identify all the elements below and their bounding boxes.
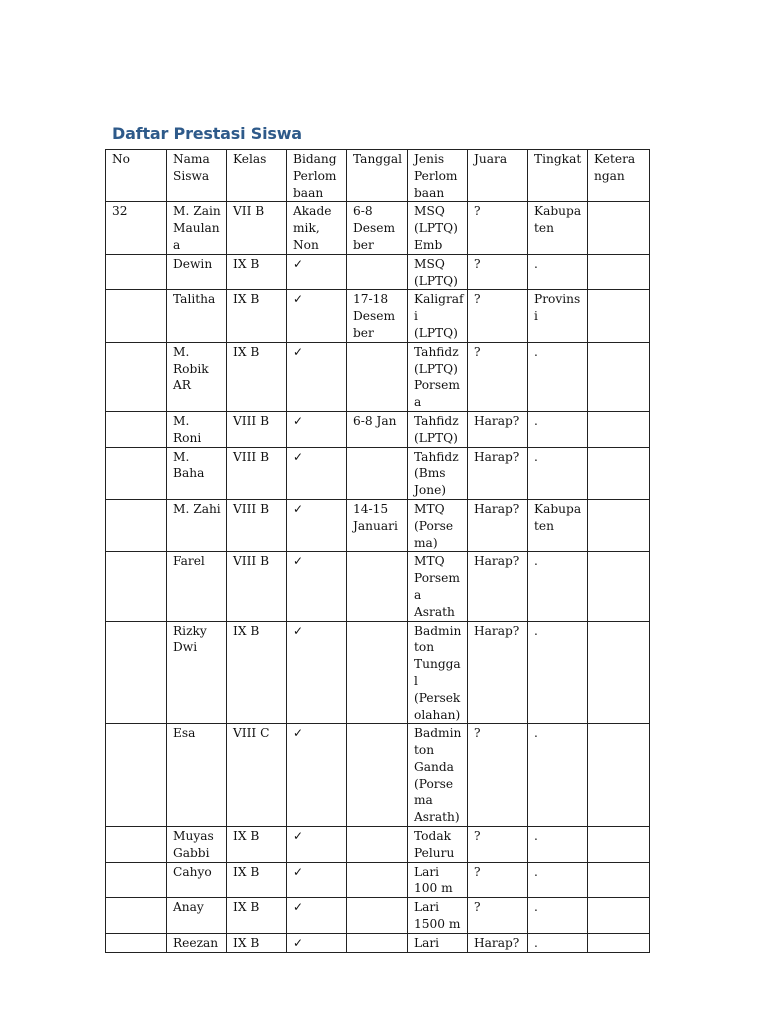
table-row — [106, 342, 650, 411]
table-row — [106, 202, 650, 254]
header-keterangan: Ketera ngan — [588, 150, 650, 202]
cell-tanggal — [347, 933, 408, 952]
header-kelas: Kelas — [227, 150, 287, 202]
cell-bidang-perlombaan: ✓ — [287, 827, 347, 863]
cell-nama-siswa: Dewin — [167, 254, 227, 290]
header-tanggal: Tanggal — [347, 150, 408, 202]
cell-jenis-perlombaan: Kaligraf i (LPTQ) — [408, 290, 468, 342]
cell-keterangan — [588, 202, 650, 254]
cell-tanggal — [347, 862, 408, 898]
cell-nama-siswa: Anay — [167, 898, 227, 934]
cell-tanggal — [347, 898, 408, 934]
cell-juara: ? — [468, 342, 528, 411]
header-tingkat: Tingkat — [528, 150, 588, 202]
cell-tanggal — [347, 827, 408, 863]
cell-nama-siswa: M. Robik AR — [167, 342, 227, 411]
cell-jenis-perlombaan: Badmin ton Ganda (Porse ma Asrath) — [408, 724, 468, 827]
cell-kelas: VIII B — [227, 499, 287, 551]
cell-bidang-perlombaan: Akade mik, Non — [287, 202, 347, 254]
cell-no — [106, 724, 167, 827]
cell-nama-siswa: Talitha — [167, 290, 227, 342]
cell-keterangan — [588, 827, 650, 863]
cell-no — [106, 898, 167, 934]
cell-keterangan — [588, 342, 650, 411]
cell-kelas: IX B — [227, 898, 287, 934]
cell-jenis-perlombaan: Tahfidz (LPTQ) — [408, 411, 468, 447]
cell-bidang-perlombaan: ✓ — [287, 898, 347, 934]
cell-juara: ? — [468, 202, 528, 254]
cell-tanggal — [347, 254, 408, 290]
cell-kelas: IX B — [227, 254, 287, 290]
cell-tanggal — [347, 342, 408, 411]
table-row — [106, 862, 650, 898]
cell-jenis-perlombaan: Lari — [408, 933, 468, 952]
cell-kelas: IX B — [227, 933, 287, 952]
cell-keterangan — [588, 862, 650, 898]
cell-tanggal — [347, 552, 408, 621]
cell-juara: ? — [468, 862, 528, 898]
cell-tingkat: . — [528, 447, 588, 499]
table-row — [106, 447, 650, 499]
cell-tanggal: 14-15 Januari — [347, 499, 408, 551]
cell-keterangan — [588, 621, 650, 724]
cell-kelas: IX B — [227, 621, 287, 724]
table-row — [106, 552, 650, 621]
cell-kelas: VIII B — [227, 552, 287, 621]
cell-tanggal: 6-8 Jan — [347, 411, 408, 447]
cell-keterangan — [588, 724, 650, 827]
header-no: No — [106, 150, 167, 202]
cell-keterangan — [588, 898, 650, 934]
cell-nama-siswa: Reezan — [167, 933, 227, 952]
cell-jenis-perlombaan: MSQ (LPTQ) Emb — [408, 202, 468, 254]
cell-tanggal — [347, 621, 408, 724]
cell-no — [106, 342, 167, 411]
cell-kelas: IX B — [227, 827, 287, 863]
table-row — [106, 933, 650, 952]
cell-juara: Harap? — [468, 447, 528, 499]
cell-kelas: VIII C — [227, 724, 287, 827]
cell-juara: ? — [468, 898, 528, 934]
cell-nama-siswa: M. Roni — [167, 411, 227, 447]
table-row — [106, 898, 650, 934]
header-jenis-perlombaan: Jenis Perlom baan — [408, 150, 468, 202]
header-bidang-perlombaan: Bidang Perlom baan — [287, 150, 347, 202]
table-row — [106, 290, 650, 342]
cell-tingkat: Provins i — [528, 290, 588, 342]
cell-keterangan — [588, 411, 650, 447]
cell-bidang-perlombaan: ✓ — [287, 621, 347, 724]
cell-nama-siswa: Esa — [167, 724, 227, 827]
cell-kelas: VIII B — [227, 411, 287, 447]
cell-kelas: VIII B — [227, 447, 287, 499]
cell-juara: Harap? — [468, 621, 528, 724]
cell-no — [106, 499, 167, 551]
cell-no: 32 — [106, 202, 167, 254]
table-row — [106, 621, 650, 724]
cell-jenis-perlombaan: Lari 1500 m — [408, 898, 468, 934]
table-row — [106, 411, 650, 447]
cell-no — [106, 254, 167, 290]
cell-no — [106, 933, 167, 952]
cell-tingkat: . — [528, 862, 588, 898]
cell-tingkat: . — [528, 621, 588, 724]
cell-nama-siswa: Muyas Gabbi — [167, 827, 227, 863]
cell-nama-siswa: Cahyo — [167, 862, 227, 898]
cell-tanggal: 6-8 Desem ber — [347, 202, 408, 254]
cell-jenis-perlombaan: Badmin ton Tungga l (Persek olahan) — [408, 621, 468, 724]
page-title: Daftar Prestasi Siswa — [112, 124, 302, 143]
cell-bidang-perlombaan: ✓ — [287, 862, 347, 898]
table-row — [106, 827, 650, 863]
cell-no — [106, 290, 167, 342]
cell-tingkat: . — [528, 552, 588, 621]
cell-kelas: IX B — [227, 290, 287, 342]
header-juara: Juara — [468, 150, 528, 202]
cell-jenis-perlombaan: Todak Peluru — [408, 827, 468, 863]
cell-tingkat: . — [528, 827, 588, 863]
cell-tingkat: . — [528, 933, 588, 952]
cell-juara: Harap? — [468, 552, 528, 621]
cell-keterangan — [588, 254, 650, 290]
cell-jenis-perlombaan: MSQ (LPTQ) — [408, 254, 468, 290]
cell-tanggal: 17-18 Desem ber — [347, 290, 408, 342]
cell-juara: Harap? — [468, 411, 528, 447]
cell-jenis-perlombaan: MTQ (Porse ma) — [408, 499, 468, 551]
cell-no — [106, 862, 167, 898]
cell-bidang-perlombaan: ✓ — [287, 724, 347, 827]
cell-jenis-perlombaan: MTQ Porsem a Asrath — [408, 552, 468, 621]
cell-bidang-perlombaan: ✓ — [287, 552, 347, 621]
cell-no — [106, 411, 167, 447]
cell-jenis-perlombaan: Tahfidz (LPTQ) Porsem a — [408, 342, 468, 411]
header-row — [106, 150, 650, 202]
cell-keterangan — [588, 447, 650, 499]
cell-tingkat: Kabupa ten — [528, 202, 588, 254]
cell-no — [106, 827, 167, 863]
cell-bidang-perlombaan: ✓ — [287, 447, 347, 499]
cell-jenis-perlombaan: Lari 100 m — [408, 862, 468, 898]
cell-nama-siswa: Farel — [167, 552, 227, 621]
cell-keterangan — [588, 499, 650, 551]
cell-nama-siswa: Rizky Dwi — [167, 621, 227, 724]
cell-juara: Harap? — [468, 933, 528, 952]
cell-bidang-perlombaan: ✓ — [287, 254, 347, 290]
cell-tanggal — [347, 724, 408, 827]
cell-bidang-perlombaan: ✓ — [287, 342, 347, 411]
cell-tanggal — [347, 447, 408, 499]
cell-tingkat: . — [528, 411, 588, 447]
cell-kelas: IX B — [227, 342, 287, 411]
cell-juara: ? — [468, 724, 528, 827]
cell-nama-siswa: M. Zain Maulan a — [167, 202, 227, 254]
table-row — [106, 254, 650, 290]
cell-no — [106, 447, 167, 499]
cell-jenis-perlombaan: Tahfidz (Bms Jone) — [408, 447, 468, 499]
header-nama-siswa: Nama Siswa — [167, 150, 227, 202]
cell-tingkat: Kabupa ten — [528, 499, 588, 551]
cell-keterangan — [588, 290, 650, 342]
cell-keterangan — [588, 552, 650, 621]
table-row — [106, 499, 650, 551]
cell-juara: ? — [468, 290, 528, 342]
cell-bidang-perlombaan: ✓ — [287, 411, 347, 447]
cell-no — [106, 552, 167, 621]
cell-kelas: IX B — [227, 862, 287, 898]
cell-tingkat: . — [528, 342, 588, 411]
cell-no — [106, 621, 167, 724]
achievement-table — [105, 149, 650, 953]
cell-juara: ? — [468, 827, 528, 863]
cell-juara: Harap? — [468, 499, 528, 551]
cell-tingkat: . — [528, 724, 588, 827]
table-row — [106, 724, 650, 827]
cell-keterangan — [588, 933, 650, 952]
cell-bidang-perlombaan: ✓ — [287, 933, 347, 952]
cell-nama-siswa: M. Zahi — [167, 499, 227, 551]
cell-bidang-perlombaan: ✓ — [287, 499, 347, 551]
cell-tingkat: . — [528, 898, 588, 934]
cell-bidang-perlombaan: ✓ — [287, 290, 347, 342]
cell-juara: ? — [468, 254, 528, 290]
cell-kelas: VII B — [227, 202, 287, 254]
cell-nama-siswa: M. Baha — [167, 447, 227, 499]
cell-tingkat: . — [528, 254, 588, 290]
